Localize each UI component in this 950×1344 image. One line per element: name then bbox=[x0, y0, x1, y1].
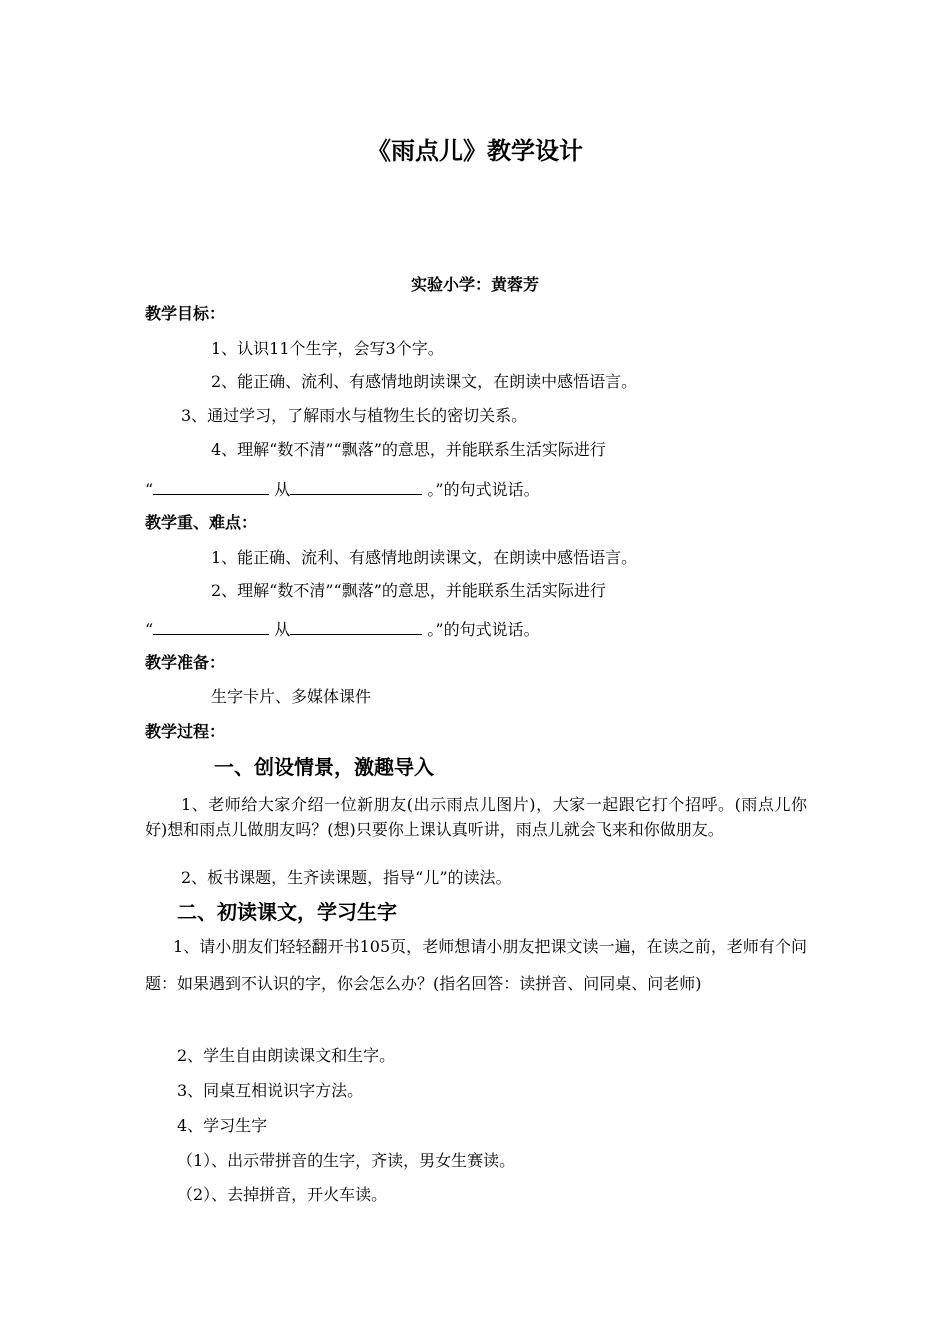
key-point-item: 2、理解“数不清”“飘落”的意思，并能联系生活实际进行 bbox=[211, 581, 606, 600]
sentence-end: 。”的句式说话。 bbox=[427, 480, 540, 499]
preparation-label: 教学准备： bbox=[145, 653, 226, 672]
fill-blank bbox=[153, 480, 269, 495]
section2-paragraph: 2、学生自由朗读课文和生字。 bbox=[177, 1046, 396, 1065]
section2-paragraph: （1）、出示带拼音的生字，齐读，男女生赛读。 bbox=[177, 1151, 516, 1170]
sentence-end: 。”的句式说话。 bbox=[427, 620, 540, 639]
objective-item: 1、认识11个生字，会写3个字。 bbox=[211, 339, 444, 358]
document-author: 实验小学：黄蓉芳 bbox=[410, 275, 539, 294]
objective-item: 3、通过学习，了解雨水与植物生长的密切关系。 bbox=[181, 406, 528, 425]
fill-blank bbox=[290, 620, 422, 635]
objective-sentence-pattern bbox=[145, 480, 540, 500]
objective-item: 2、能正确、流利、有感情地朗读课文，在朗读中感悟语言。 bbox=[211, 372, 638, 391]
fill-blank bbox=[153, 620, 269, 635]
sentence-open-quote: “ bbox=[145, 480, 154, 499]
section2-paragraph: （2）、去掉拼音，开火车读。 bbox=[177, 1185, 388, 1204]
section2-paragraph: 1、请小朋友们轻轻翻开书105页，老师想请小朋友把课文读一遍，在读之前，老师有个问题：如果遇到不认识的字，你会怎么办？(指名回答：读拼音、问同桌、问老师) bbox=[145, 937, 807, 993]
section2-heading: 二、初读课文，学习生字 bbox=[177, 900, 397, 924]
section2-paragraph: 4、学习生字 bbox=[177, 1116, 268, 1135]
section1-paragraph: 1、老师给大家介绍一位新朋友(出示雨点儿图片)，大家一起跟它打个招呼。(雨点儿你好)想和雨点儿做朋友吗？(想)只要你上课认真听讲，雨点儿就会飞来和你做朋友。 bbox=[145, 795, 807, 839]
document-title: 《雨点儿》教学设计 bbox=[367, 137, 583, 165]
key-point-sentence-pattern bbox=[145, 620, 540, 640]
section2-paragraph: 3、同桌互相说识字方法。 bbox=[177, 1081, 364, 1100]
objectives-label: 教学目标： bbox=[145, 304, 226, 323]
section1-heading: 一、创设情景，激趣导入 bbox=[214, 755, 434, 779]
fill-blank bbox=[290, 480, 422, 495]
objective-item: 4、理解“数不清”“飘落”的意思，并能联系生活实际进行 bbox=[211, 440, 606, 459]
preparation-content: 生字卡片、多媒体课件 bbox=[211, 687, 372, 706]
sentence-mid-word: 从 bbox=[274, 480, 291, 499]
key-points-label: 教学重、难点： bbox=[145, 513, 258, 532]
sentence-open-quote: “ bbox=[145, 620, 154, 639]
sentence-mid-word: 从 bbox=[274, 620, 291, 639]
process-label: 教学过程： bbox=[145, 722, 226, 741]
section1-paragraph: 2、板书课题，生齐读课题，指导“儿”的读法。 bbox=[181, 868, 512, 887]
key-point-item: 1、能正确、流利、有感情地朗读课文，在朗读中感悟语言。 bbox=[211, 548, 638, 567]
